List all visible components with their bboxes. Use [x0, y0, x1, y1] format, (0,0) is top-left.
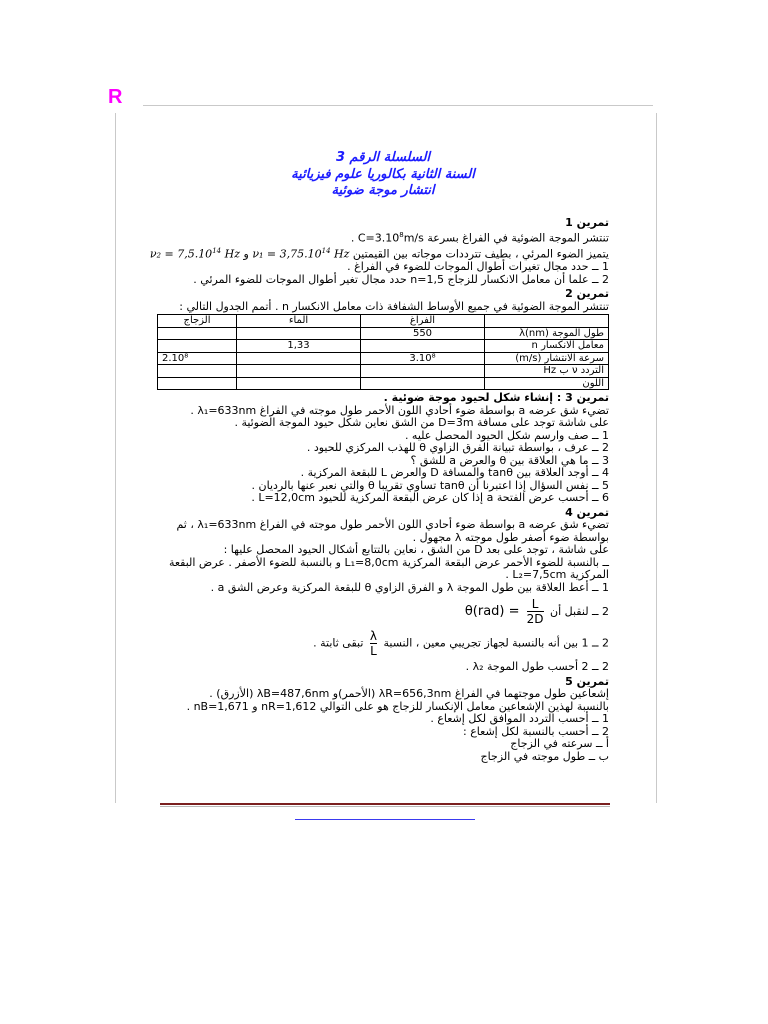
table-row: [158, 365, 609, 378]
table-cell: معامل الانكسار n: [485, 340, 609, 353]
table-cell: [237, 327, 361, 340]
table-header: الزجاج: [158, 315, 237, 328]
table-header: الفراغ: [361, 315, 485, 328]
exercise-5-line: بالنسبة لهذين الإشعاعين معامل الإنكسار للزجاج هو على التوالي nR=1,612 و nB=1,671 .: [186, 699, 609, 713]
angle-formula: θ(rad) = $\frac{L}{2D}$: [464, 597, 544, 627]
exercise-5-heading: تمرين 5: [565, 674, 609, 688]
exercise-1-question-1: 1 ــ حدد مجال تغيرات أطوال الموجات للضوء في الفراغ .: [347, 260, 609, 274]
table-cell: [237, 352, 361, 365]
table-header: [485, 315, 609, 328]
topic-title: انتشار موجة ضوئية: [331, 183, 435, 198]
table-header: الماء: [237, 315, 361, 328]
table-cell: [361, 365, 485, 378]
exercise-4-line: تضيء شق عرضه a بواسطة ضوء أحادي اللون الأحمر طول موجته في الفراغ λ₁=633nm ، ثم بواسطة ضوء أصفر طول موجته λ مجهول .: [176, 518, 609, 544]
table-cell: 2.10⁸: [158, 352, 237, 365]
exercise-3-question: 5 ــ نفس السؤال إذا اعتبرنا أن tanθ تساوي تقريبا θ والتي نعبر عنها بالرديان .: [251, 478, 609, 492]
wave-table: [157, 314, 609, 390]
table-cell: [158, 340, 237, 353]
class-title: السنة الثانية بكالوريا علوم فيزيائية: [291, 166, 475, 182]
footer-link-line: [295, 819, 475, 820]
table-row: [158, 340, 609, 353]
exercise-1-line-1: تنتشر الموجة الضوئية في الفراغ بسرعة $C=3.10^8m/s$ .: [350, 231, 609, 245]
table-header-row: [158, 315, 609, 328]
table-cell: اللون: [485, 377, 609, 390]
exercise-3-question: 2 ــ عرف ، بواسطة تبيانة الفرق الزاوي θ للهذب المركزي للحيود .: [306, 441, 609, 455]
exercise-3-line: تضيء شق عرضه a بواسطة ضوء أحادي اللون الأحمر طول موجته في الفراغ λ₁=633nm .: [190, 403, 609, 417]
exercise-3-question: 1 ــ صف وارسم شكل الحيود المحصل عليه .: [404, 428, 609, 442]
exercise-5-question: ب ــ طول موجته في الزجاج: [480, 749, 609, 763]
ratio-fraction: $\frac{\lambda}{L}$: [369, 629, 378, 659]
table-cell: [237, 377, 361, 390]
exercise-5-line: إشعاعين طول موجتهما في الفراغ λR=656,3nm (الأحمر)و λB=487,6nm (الأزرق) .: [209, 687, 609, 701]
table-cell: [361, 377, 485, 390]
table-row: [158, 327, 609, 340]
exercise-4-question-2-1: 2 ــ 1 بين أنه بالنسبة لجهاز تجريبي معين ، النسبة $\frac{\lambda}{L}$ تبقى ثابتة .: [313, 629, 609, 659]
table-cell: [158, 377, 237, 390]
table-cell: 1,33: [237, 340, 361, 353]
series-title: السلسلة الرقم 3: [335, 150, 431, 165]
table-cell: 550: [361, 327, 485, 340]
document-body: [149, 150, 609, 763]
exercise-4-heading: تمرين 4: [565, 505, 609, 519]
exercise-3-question: 6 ــ أحسب عرض الفتحة a إذا كان عرض البقعة المركزية للحيود L=12,0cm .: [251, 491, 609, 505]
footer-rule: [160, 803, 610, 805]
table-row: [158, 377, 609, 390]
footer-rule-shadow: [160, 806, 610, 807]
exercise-5-question: أ ــ سرعته في الزجاج: [510, 737, 609, 751]
top-rule: [143, 105, 653, 106]
table-cell: [158, 327, 237, 340]
exercise-3-question: 4 ــ أوجد العلاقة بين tanθ والمسافة D والعرض L للبقعة المركزية .: [300, 466, 609, 480]
exercise-5-question: 2 ــ أحسب بالنسبة لكل إشعاع :: [463, 724, 609, 738]
exercise-1-question-2: 2 ــ علما أن معامل الانكسار للزجاج n=1,5 حدد مجال تغير أطوال الموجات للضوء المرئي .: [193, 272, 609, 286]
exercise-2-heading: تمرين 2: [565, 287, 609, 301]
corner-mark: R: [108, 86, 123, 108]
exercise-4-line: ــ بالنسبة للضوء الأحمر عرض البقعة المركزية L₁=8,0cm و بالنسبة للضوء الأصفر . عرض البقعة المركزية L₂=7,5cm .: [168, 555, 609, 582]
exercise-3-question: 3 ــ ما هي العلاقة بين θ والعرض a للشق ؟: [410, 453, 609, 467]
table-cell: [158, 365, 237, 378]
table-cell: 3.10⁸: [361, 352, 485, 365]
table-cell: سرعة الانتشار (m/s): [485, 352, 609, 365]
exercise-4-question: 1 ــ أعط العلاقة بين طول الموجة λ و الفرق الزاوي θ للبقعة المركزية وعرض الشق a .: [210, 580, 609, 594]
table-row: [158, 352, 609, 365]
exercise-1-line-2: يتميز الضوء المرئي ، بطيف تترددات موجاته بين القيمتين $\nu_1 = 3,75.10^{14}$ Hz و $\nu_2 = 7,5.10^{14}$ Hz: [149, 247, 609, 261]
exercise-2-text: تنتشر الموجة الضوئية في جميع الأوساط الشفافة ذات معامل الانكسار n . أتمم الجدول التالي :: [179, 299, 609, 313]
table-cell: [361, 340, 485, 353]
table-cell: طول الموجة λ(nm): [485, 327, 609, 340]
exercise-4-question-2-2: 2 ــ 2 أحسب طول الموجة λ₂ .: [465, 660, 609, 674]
exercise-4-line: على شاشة ، توجد على بعد D من الشق ، نعاين بالتتابع أشكال الحيود المحصل عليها :: [223, 543, 609, 557]
table-cell: التردد ν ب Hz: [485, 365, 609, 378]
table-cell: [237, 365, 361, 378]
exercise-3-heading: تمرين 3 : إنشاء شكل لحيود موجة ضوئية .: [383, 391, 609, 405]
exercise-1-heading: تمرين 1: [565, 215, 609, 229]
exercise-3-line: على شاشة توجد على مسافة D=3m من الشق نعاين شكل حيود الموجة الضوئية .: [234, 416, 609, 430]
exercise-5-question: 1 ــ أحسب التردد الموافق لكل إشعاع .: [430, 712, 609, 726]
exercise-4-question-2: 2 ــ لنقبل أن θ(rad) = $\frac{L}{2D}$: [464, 597, 609, 627]
